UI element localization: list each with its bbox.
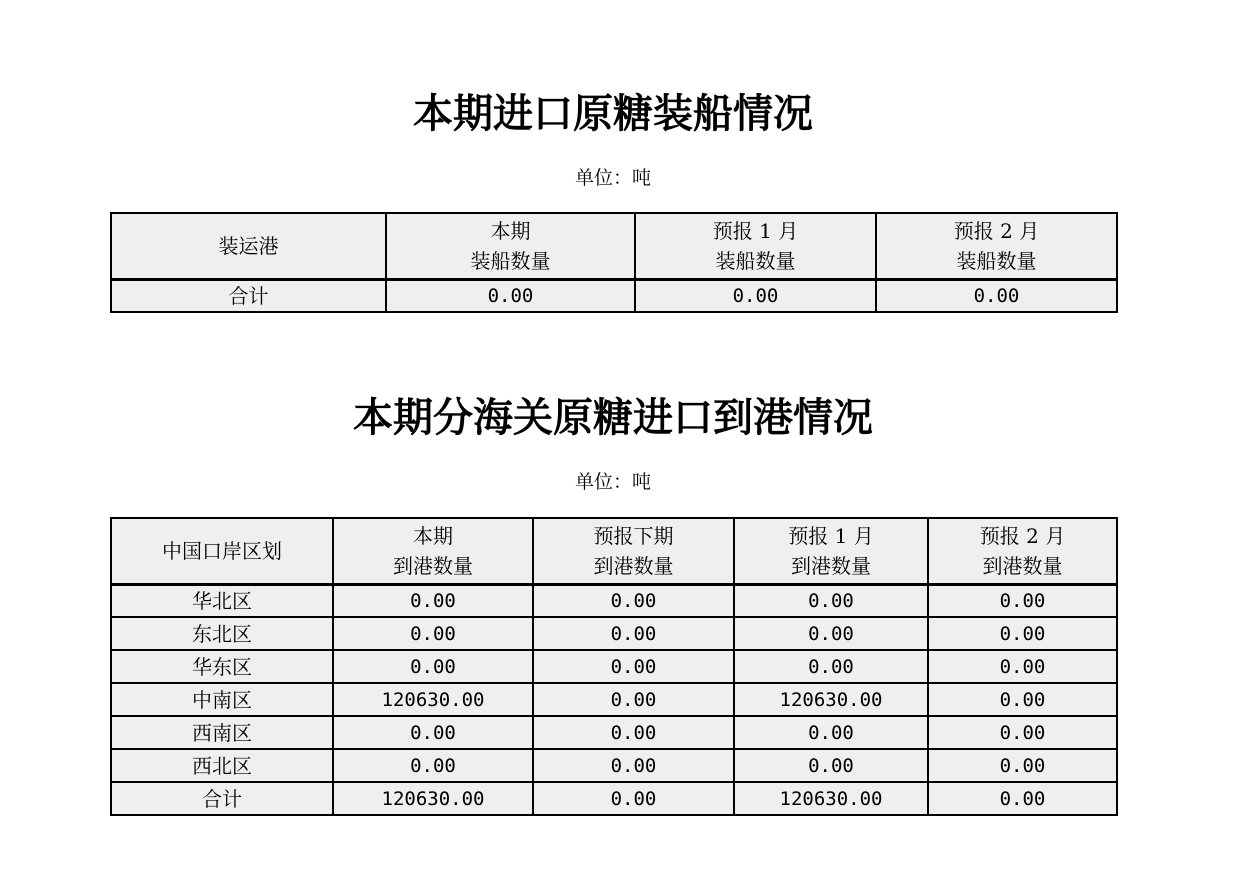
table-cell: 120630.00	[333, 683, 533, 716]
table-cell: 0.00	[533, 782, 734, 815]
table-header-row	[111, 213, 1117, 279]
header-current-period: 本期 到港数量	[333, 518, 533, 584]
table-cell: 0.00	[333, 716, 533, 749]
table-row	[111, 279, 1117, 312]
section2-unit: 单位：吨	[574, 471, 651, 493]
row-label: 华北区	[111, 584, 333, 617]
header-forecast-month-1: 预报 1 月 装船数量	[635, 213, 876, 279]
table-cell: 0.00	[928, 584, 1117, 617]
table-cell: 0.00	[928, 782, 1117, 815]
row-label: 合计	[111, 782, 333, 815]
section2-title: 本期分海关原糖进口到港情况	[353, 394, 873, 441]
table-cell: 0.00	[734, 716, 928, 749]
table-cell: 0.00	[928, 683, 1117, 716]
table-cell: 0.00	[734, 749, 928, 782]
header-forecast-month-2: 预报 2 月 到港数量	[928, 518, 1117, 584]
row-label: 华东区	[111, 650, 333, 683]
header-forecast-month-1: 预报 1 月 到港数量	[734, 518, 928, 584]
shipment-table	[110, 212, 1118, 313]
table-row	[111, 617, 1117, 650]
row-label: 中南区	[111, 683, 333, 716]
table-cell: 0.00	[333, 584, 533, 617]
header-forecast-month-2: 预报 2 月 装船数量	[876, 213, 1117, 279]
row-label: 西北区	[111, 749, 333, 782]
table-cell: 120630.00	[734, 683, 928, 716]
table-cell: 0.00	[533, 716, 734, 749]
table-cell: 0.00	[635, 279, 876, 312]
table-cell: 0.00	[533, 617, 734, 650]
section1-title: 本期进口原糖装船情况	[413, 90, 813, 137]
table-cell: 0.00	[734, 617, 928, 650]
table-cell: 0.00	[928, 650, 1117, 683]
table-row	[111, 650, 1117, 683]
header-current-period: 本期 装船数量	[386, 213, 635, 279]
table-header-row	[111, 518, 1117, 584]
table-cell: 0.00	[533, 683, 734, 716]
table-cell: 120630.00	[734, 782, 928, 815]
header-forecast-next-period: 预报下期 到港数量	[533, 518, 734, 584]
row-label: 合计	[111, 279, 386, 312]
table-row	[111, 584, 1117, 617]
table-cell: 0.00	[533, 749, 734, 782]
header-loading-port: 装运港	[111, 213, 386, 279]
section1-unit: 单位：吨	[574, 167, 651, 189]
table-row	[111, 683, 1117, 716]
table-cell: 0.00	[333, 617, 533, 650]
table-cell: 0.00	[333, 650, 533, 683]
row-label: 东北区	[111, 617, 333, 650]
table-cell: 0.00	[928, 617, 1117, 650]
table-cell: 0.00	[333, 749, 533, 782]
table-cell: 0.00	[928, 749, 1117, 782]
table-row	[111, 749, 1117, 782]
arrival-table	[110, 517, 1118, 816]
table-cell: 0.00	[386, 279, 635, 312]
table-row	[111, 782, 1117, 815]
table-cell: 0.00	[876, 279, 1117, 312]
table-row	[111, 716, 1117, 749]
table-cell: 0.00	[734, 584, 928, 617]
header-port-region: 中国口岸区划	[111, 518, 333, 584]
table-cell: 0.00	[734, 650, 928, 683]
table-cell: 0.00	[533, 650, 734, 683]
row-label: 西南区	[111, 716, 333, 749]
table-cell: 0.00	[928, 716, 1117, 749]
table-cell: 0.00	[533, 584, 734, 617]
table-cell: 120630.00	[333, 782, 533, 815]
